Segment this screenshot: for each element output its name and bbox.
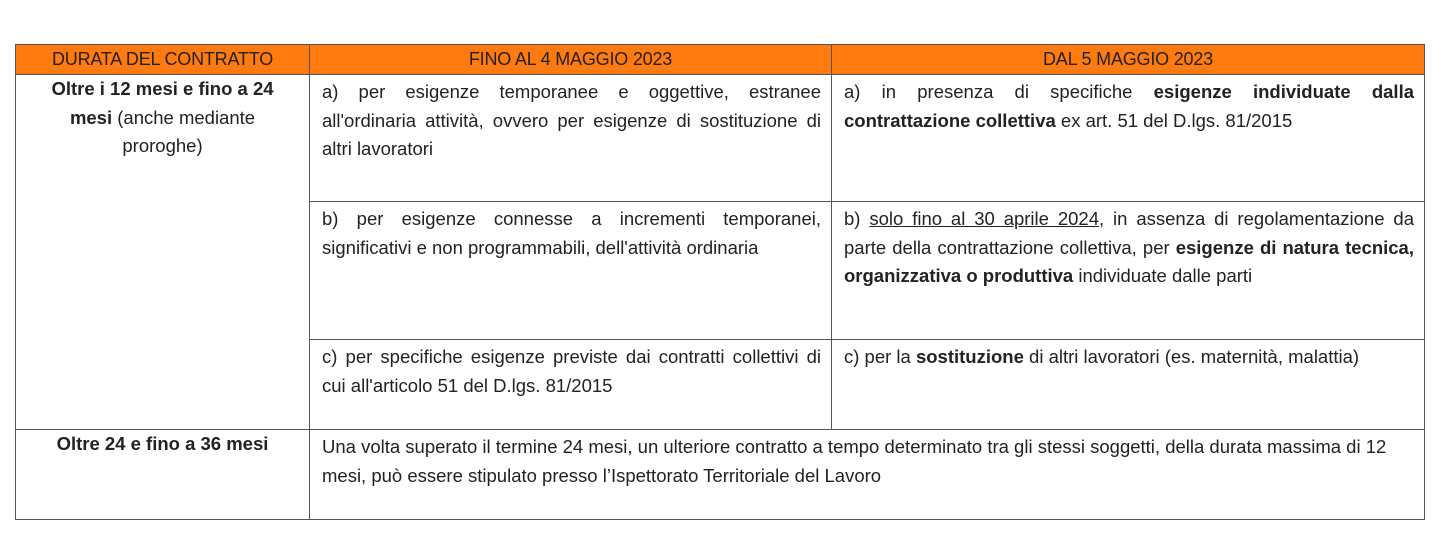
cell-before-b: b) per esigenze connesse a incrementi temporanei, significativi e non programmabili, dell'attività ordinaria bbox=[310, 202, 832, 340]
header-duration: DURATA DEL CONTRATTO bbox=[16, 45, 310, 75]
table-row bbox=[16, 430, 1425, 520]
cell-text: di altri lavoratori (es. maternità, malattia) bbox=[1023, 346, 1360, 367]
duration-note: (anche mediante proroghe) bbox=[112, 106, 256, 156]
cell-text: ex art. 51 del D.lgs. 81/2015 bbox=[1055, 109, 1293, 131]
cell-text: b) bbox=[844, 208, 870, 229]
cell-text: a) in presenza di specifiche bbox=[844, 81, 1154, 102]
cell-text: individuate dalle parti bbox=[1073, 265, 1253, 286]
cell-bold-text: esigenze di natura tecnica, organizzativa o produttiva bbox=[844, 236, 1414, 286]
cell-beyond-24: Una volta superato il termine 24 mesi, un ulteriore contratto a tempo determinato tra gli stessi soggetti, della durata massima di 12 mesi, può essere stipulato presso l’Ispettorato Territoriale del Lavoro bbox=[310, 430, 1425, 520]
cell-after-c bbox=[832, 340, 1425, 430]
cell-underlined-text: solo fino al 30 aprile 2024 bbox=[869, 208, 1099, 229]
contract-duration-table bbox=[15, 44, 1425, 520]
header-from-may-5: DAL 5 MAGGIO 2023 bbox=[832, 45, 1425, 75]
cell-text: c) per la bbox=[844, 346, 916, 367]
duration-label: Oltre i 12 mesi e fino a 24 mesi bbox=[51, 78, 274, 128]
cell-bold-text: esigenze individuate dalla contrattazione collettiva bbox=[844, 81, 1414, 131]
cell-after-a bbox=[832, 75, 1425, 202]
cell-after-b bbox=[832, 202, 1425, 340]
duration-label: Oltre 24 e fino a 36 mesi bbox=[56, 433, 269, 454]
duration-cell-12-24 bbox=[16, 75, 310, 430]
cell-before-c: c) per specifiche esigenze previste dai contratti collettivi di cui all'articolo 51 del D.lgs. 81/2015 bbox=[310, 340, 832, 430]
duration-cell-24-36 bbox=[16, 430, 310, 520]
cell-bold-text: sostituzione bbox=[915, 346, 1024, 367]
cell-text: , in assenza di regolamentazione da parte della contrattazione collettiva, per bbox=[844, 208, 1414, 258]
header-until-may-4: FINO AL 4 MAGGIO 2023 bbox=[310, 45, 832, 75]
cell-before-a: a) per esigenze temporanee e oggettive, estranee all'ordinaria attività, ovvero per esigenze di sostituzione di altri lavoratori bbox=[310, 75, 832, 202]
table-row bbox=[16, 75, 1425, 202]
header-row bbox=[16, 45, 1425, 75]
